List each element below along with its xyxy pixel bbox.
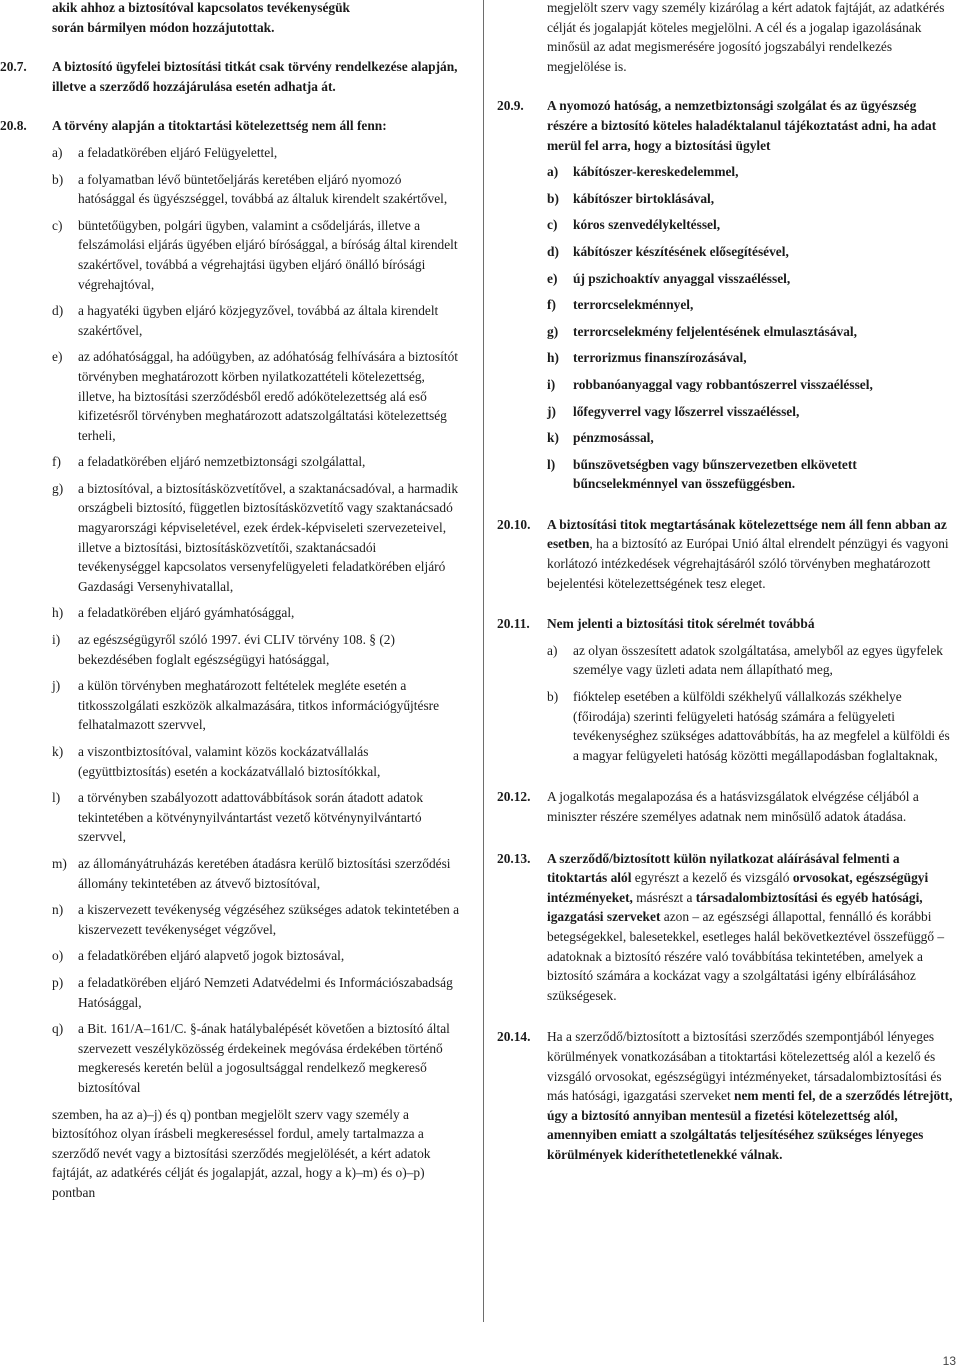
list-item-text: bűnszövetségben vagy bűnszervezetben elkövetett bűncselekménnyel van összefüggésben. bbox=[573, 456, 857, 492]
section-plain-text: azon – az egészségi állapottal, fennálló és korábbi betegségekkel, balesetekkel, esetleges halál bekövetkeztével összefüggő – adatoknak a biztosító részére való továbbítása tekintetében, amelyek a biztosító számára a kockázat vagy a szolgáltatási igény elbírálásához szükségesek. bbox=[547, 909, 945, 1003]
intro-line: során bármilyen módon hozzájutottak. bbox=[52, 19, 275, 35]
section-number: 20.11. bbox=[497, 616, 530, 632]
list-item-text: robbanóanyaggal vagy robbantószerrel visszaéléssel, bbox=[573, 376, 873, 392]
section-text: A törvény alapján a titoktartási kötelezettség nem áll fenn: bbox=[52, 118, 387, 134]
list-item-label: p) bbox=[52, 974, 64, 990]
list-item-label: d) bbox=[547, 243, 559, 259]
list-item bbox=[52, 973, 462, 1012]
list-item bbox=[547, 687, 958, 765]
list-item-text: a feladatkörében eljáró nemzetbiztonsági szolgálattal, bbox=[78, 454, 366, 470]
list-item bbox=[52, 452, 462, 472]
list-item-text: az adóhatósággal, ha adóügyben, az adóhatóság felhívására a biztosítót törvényben meghatározott körben nyilatkozattételi kötelezettség, illetve, ha biztosítási szerződésből eredő adókötelezettség alá eső kifizetésről törvényben meghatározott adatszolgáltatási kötelezettség terheli, bbox=[78, 349, 458, 443]
exemption-list bbox=[0, 143, 462, 1098]
section-20-12 bbox=[497, 787, 958, 826]
list-item-label: m) bbox=[52, 855, 67, 871]
list-item bbox=[52, 479, 462, 597]
list-item-label: f) bbox=[52, 454, 61, 470]
list-item bbox=[547, 269, 958, 289]
left-column bbox=[0, 0, 462, 1202]
section-text bbox=[547, 849, 958, 1006]
list-item-label: l) bbox=[52, 790, 61, 806]
list-item-text: a viszontbiztosítóval, valamint közös kockázatvállalás (együttbiztosítás) esetén a kockázatvállaló biztosítókkal, bbox=[78, 744, 381, 779]
list-item bbox=[52, 603, 462, 623]
list-item bbox=[547, 295, 958, 315]
list-item-text: terrorcselekmény feljelentésének elmulasztásával, bbox=[573, 323, 857, 339]
list-item-label: i) bbox=[52, 632, 61, 648]
section-text bbox=[547, 1027, 958, 1164]
list-item-text: kóros szenvedélykeltéssel, bbox=[573, 217, 721, 233]
intro-line: akik ahhoz a biztosítóval kapcsolatos tevékenységük bbox=[52, 0, 350, 15]
list-item bbox=[52, 946, 462, 966]
list-item-text: az állományátruházás keretében átadásra kerülő biztosítási szerződési állomány tekintetében az átvevő biztosítóval, bbox=[78, 855, 451, 891]
section-bold-text: A biztosítási titok megtartásának kötelezettsége nem áll fenn abban az esetben bbox=[547, 516, 947, 552]
list-item bbox=[547, 242, 958, 262]
continued-paragraph: megjelölt szerv vagy személy kizárólag a kért adatok fajtáját, az adatkérés célját és jogalapját köteles megjelölni. A cél és a jogalap igazolásának minősül az adat megismerésére jogosító jogszabályi rendelkezés megjelölése is. bbox=[547, 0, 945, 74]
list-item-label: j) bbox=[547, 403, 556, 419]
crime-list bbox=[497, 162, 958, 494]
section-20-10 bbox=[497, 515, 958, 593]
list-item-text: a biztosítóval, a biztosításközvetítővel, a szaktanácsadóval, a harmadik országbeli biztosító, független biztosításközvetítő vagy szaktanácsadó magyarországi képviseletével, ezek érdek-képviseleti szervezeteivel, illetve a biztosítási, biztosításközvetítői, szaktanácsadói tevékenységgel kapcsolatos versenyfelügyeleti feladatkörében eljáró Gazdasági Versenyhivatallal, bbox=[78, 480, 459, 594]
section-bold-text: nem menti fel, de a szerződés létrejött, úgy a biztosító annyiban mentesül a fizetési kötelezettség alól, amennyiben emiatt a szolgáltatás teljesítéséhez szükséges lényeges körülmények kideríthetetlenekké válnak. bbox=[547, 1088, 953, 1162]
list-item-text: a Bit. 161/A–161/C. §-ának hatálybalépését követően a biztosító által szervezett veszélyközösség érdekeinek megóvása érdekében történő megkeresés keretén belül a jogosultsággal rendelkező megkereső biztosítóval bbox=[78, 1021, 450, 1095]
list-item bbox=[52, 170, 462, 209]
section-20-14 bbox=[497, 1027, 958, 1164]
list-item-text: a feladatkörében eljáró gyámhatósággal, bbox=[78, 605, 295, 621]
list-item bbox=[52, 143, 462, 163]
list-item bbox=[547, 189, 958, 209]
column-divider bbox=[483, 0, 484, 1322]
list-item-label: j) bbox=[52, 678, 61, 694]
list-item-text: a feladatkörében eljáró Nemzeti Adatvédelmi és Információszabadság Hatósággal, bbox=[78, 974, 453, 1010]
list-item-text: a folyamatban lévő büntetőeljárás keretében eljáró nyomozó hatósággal és ügyészséggel, továbbá az általuk kirendelt szakértővel, bbox=[78, 171, 448, 207]
list-item-label: q) bbox=[52, 1021, 64, 1037]
list-item bbox=[547, 455, 958, 494]
list-item-text: a feladatkörében eljáró Felügyelettel, bbox=[78, 144, 278, 160]
list-item bbox=[52, 301, 462, 340]
list-item-label: f) bbox=[547, 297, 556, 313]
list-item-label: h) bbox=[52, 605, 64, 621]
closing-paragraph: szemben, ha az a)–j) és q) pontban megjelölt szerv vagy személy a biztosítóhoz olyan írásbeli megkereséssel fordul, amely tartalmazza a szerződő nevét vagy a biztosítási szerződés megjelölését, a kért adatok fajtáját, az adatkérés célját és jogalapját, azzal, hogy a k)–m) és o)–p) pontban bbox=[52, 1106, 431, 1200]
section-bold-text: A szerződő/biztosított külön nyilatkozat aláírásával felmenti a titoktartás alól bbox=[547, 850, 900, 886]
list-item bbox=[52, 676, 462, 735]
section-number: 20.14. bbox=[497, 1029, 531, 1045]
section-text: A biztosító ügyfelei biztosítási titkát csak törvény rendelkezése alapján, illetve a szerződő hozzájárulása esetén adhatja át. bbox=[52, 59, 458, 94]
non-breach-list bbox=[497, 641, 958, 766]
list-item bbox=[52, 630, 462, 669]
list-item bbox=[547, 641, 958, 680]
section-text: Nem jelenti a biztosítási titok sérelmét továbbá bbox=[547, 616, 815, 632]
list-item-label: d) bbox=[52, 303, 64, 319]
list-item-label: b) bbox=[547, 190, 559, 206]
list-item bbox=[52, 854, 462, 893]
list-item-label: e) bbox=[52, 349, 63, 365]
list-item-label: g) bbox=[547, 323, 559, 339]
list-item-text: a törvényben szabályozott adattovábbítások során átadott adatok tekintetében a kötvénynyilvántartást vezető kötvénynyilvántartó szervvel, bbox=[78, 790, 424, 845]
list-item-label: b) bbox=[547, 689, 559, 705]
list-item bbox=[547, 402, 958, 422]
list-item-label: i) bbox=[547, 376, 556, 392]
list-item-label: e) bbox=[547, 270, 558, 286]
list-item-text: kábítószer birtoklásával, bbox=[573, 190, 715, 206]
list-item-label: a) bbox=[547, 164, 559, 180]
list-item-text: kábítószer készítésének elősegítésével, bbox=[573, 243, 789, 259]
list-item bbox=[547, 322, 958, 342]
list-item-text: lőfegyverrel vagy lőszerrel visszaéléssel, bbox=[573, 403, 800, 419]
page-number: 13 bbox=[942, 1354, 956, 1368]
section-plain-text: Ha a szerződő/biztosított a biztosítási szerződés szempontjából lényeges körülmények vonatkozásában a titoktartási kötelezettség alól a kezelő és vizsgáló orvosokat, egészségügyi intézményeket, társadalombiztosítási és más hatósági, igazgatási szerveket bbox=[547, 1029, 942, 1104]
intro-paragraph bbox=[0, 0, 462, 37]
list-item-text: fióktelep esetében a külföldi székhelyű vállalkozás székhelye (főirodája) szerinti felügyeleti hatóság számára a felügyeleti tevékenységhez szükséges adattovábbítás, ha az megfelel a külföldi és a magyar felügyeleti hatóság közötti megállapodásban foglaltaknak, bbox=[573, 689, 950, 763]
list-item-label: o) bbox=[52, 948, 64, 964]
list-item-label: g) bbox=[52, 480, 64, 496]
list-item-label: k) bbox=[547, 430, 559, 446]
list-item bbox=[547, 215, 958, 235]
list-item-text: a külön törvényben meghatározott feltételek megléte esetén a titkosszolgálati eszközök alkalmazására, titkos információgyűjtésre felhatalmazott szervvel, bbox=[78, 678, 440, 733]
section-number: 20.9. bbox=[497, 98, 524, 114]
list-item-text: az egészségügyről szóló 1997. évi CLIV törvény 108. § (2) bekezdésében foglalt egészségügyi hatósággal, bbox=[78, 632, 395, 667]
section-plain-text: másrészt a bbox=[632, 889, 696, 905]
list-item-text: terrorizmus finanszírozásával, bbox=[573, 350, 747, 366]
list-item-text: a hagyatéki ügyben eljáró közjegyzővel, továbbá az általa kirendelt szakértővel, bbox=[78, 303, 439, 338]
list-item bbox=[52, 788, 462, 847]
section-plain-text: egyrészt a kezelő és vizsgáló bbox=[631, 870, 793, 886]
list-item-text: büntetőügyben, polgári ügyben, valamint a csődeljárás, illetve a felszámolási eljárás ügyében eljáró bírósággal, a bíróság által kirendelt szakértővel, továbbá a végrehajtási ügyben eljáró önálló bírósági végrehajtóval, bbox=[78, 217, 458, 292]
list-item-label: l) bbox=[547, 456, 556, 472]
list-item-text: pénzmosással, bbox=[573, 430, 654, 446]
list-item-label: a) bbox=[52, 144, 63, 160]
list-item-label: k) bbox=[52, 744, 64, 759]
list-item bbox=[52, 900, 462, 939]
section-number: 20.13. bbox=[497, 850, 531, 866]
section-bold-text: orvosokat, egészségügyi intézményeket, bbox=[547, 870, 929, 905]
list-item bbox=[52, 742, 462, 781]
section-plain-text: , ha a biztosító az Európai Unió által elrendelt pénzügyi és vagyoni korlátozó intézkedések végrehajtásáról szóló törvényben meghatározott bejelentési kötelezettségének tesz eleget. bbox=[547, 536, 949, 591]
section-text: A nyomozó hatóság, a nemzetbiztonsági szolgálat és az ügyészség részére a biztosító köteles haladéktalanul tájékoztatást adni, ha adat merül fel arra, hogy a biztosítási ügylet bbox=[547, 98, 937, 153]
section-number: 20.8. bbox=[0, 118, 27, 134]
section-number: 20.7. bbox=[0, 59, 27, 75]
list-item bbox=[547, 428, 958, 448]
list-item-label: b) bbox=[52, 171, 64, 187]
list-item-label: c) bbox=[547, 217, 558, 233]
list-item bbox=[52, 347, 462, 445]
list-item-text: a feladatkörében eljáró alapvető jogok biztosával, bbox=[78, 948, 345, 964]
right-column bbox=[497, 0, 958, 1165]
list-item-text: terrorcselekménnyel, bbox=[573, 297, 694, 313]
list-item-text: az olyan összesített adatok szolgáltatása, amelyből az egyes ügyfelek személye vagy üzleti adata nem állapítható meg, bbox=[573, 642, 943, 678]
section-text: A jogalkotás megalapozása és a hatásvizsgálatok elvégzése céljából a miniszter részére személyes adatnak nem minősülő adatok átadása. bbox=[547, 789, 919, 824]
list-item-label: a) bbox=[547, 642, 558, 658]
list-item bbox=[547, 162, 958, 182]
list-item-label: h) bbox=[547, 350, 559, 366]
section-20-7 bbox=[0, 57, 462, 96]
list-item bbox=[547, 348, 958, 368]
section-number: 20.12. bbox=[497, 789, 531, 805]
list-item bbox=[52, 1019, 462, 1097]
section-number: 20.10. bbox=[497, 516, 531, 532]
section-text bbox=[547, 515, 958, 593]
list-item-label: n) bbox=[52, 902, 64, 918]
list-item bbox=[52, 216, 462, 294]
section-20-11 bbox=[497, 614, 958, 634]
list-item-text: kábítószer-kereskedelemmel, bbox=[573, 164, 739, 180]
list-item-label: c) bbox=[52, 217, 63, 233]
list-item-text: új pszichoaktív anyaggal visszaéléssel, bbox=[573, 270, 791, 286]
section-bold-text: társadalombiztosítási és egyéb hatósági, igazgatási szerveket bbox=[547, 889, 923, 925]
list-item bbox=[547, 375, 958, 395]
section-20-9 bbox=[497, 96, 958, 155]
section-20-8 bbox=[0, 116, 462, 136]
list-item-text: a kiszervezett tevékenység végzéséhez szükséges adatok tekintetében a kiszervezett tevékenységet végzővel, bbox=[78, 902, 460, 937]
section-20-13 bbox=[497, 849, 958, 1006]
